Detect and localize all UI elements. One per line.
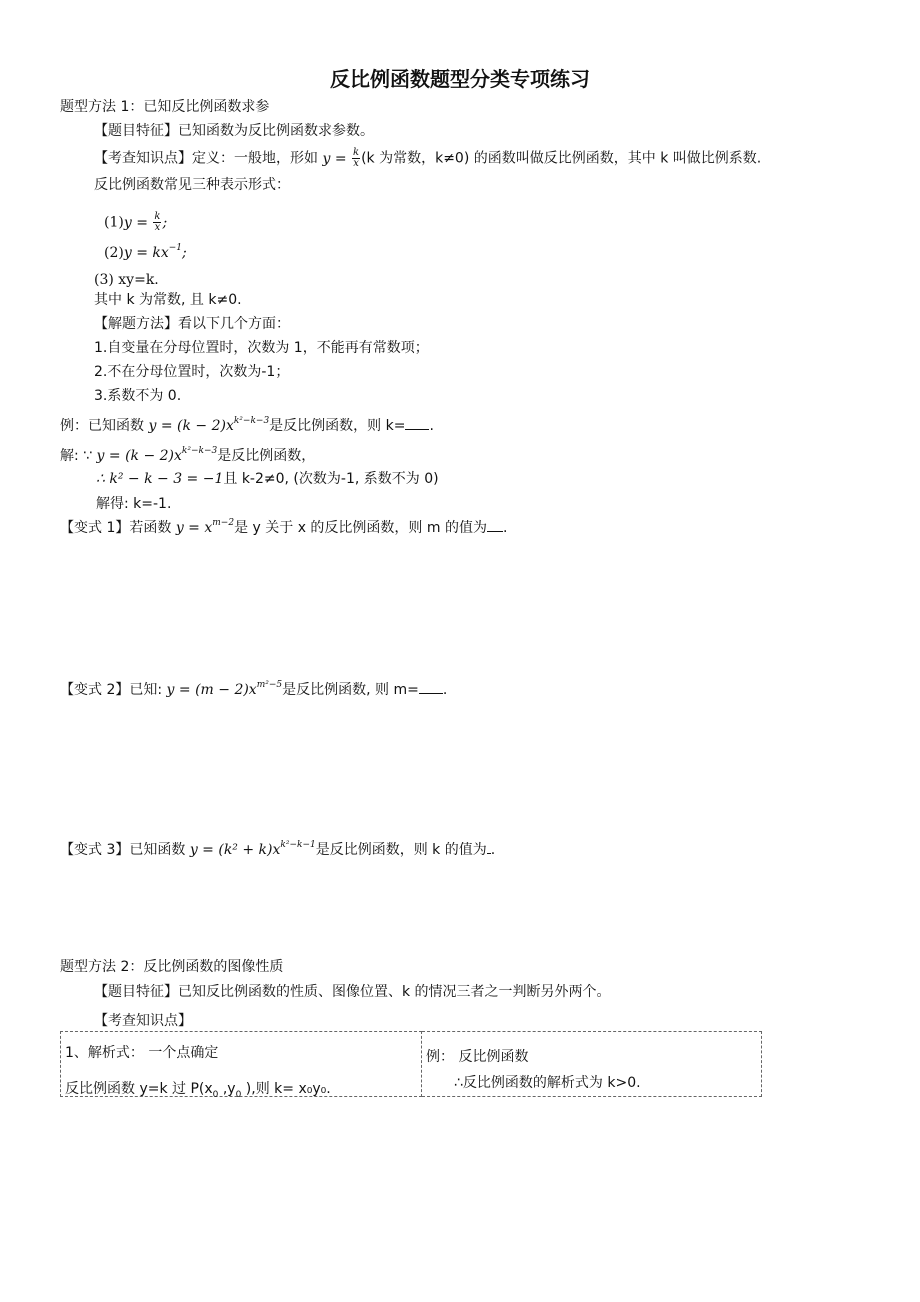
left-line-2-b: ,y [222, 1081, 236, 1097]
form-1-label: (1) [104, 214, 124, 231]
example: 例：已知函数 $y = (k - 2)x^{k^2-k-3}$是反比例函数，则 k= . [60, 416, 434, 434]
example-formula: $y = (k - 2)x^{k^2-k-3}$ [148, 416, 270, 434]
form-3: (3) xy=k. [94, 272, 159, 288]
variant-3-prefix: 【变式 3】已知函数 [60, 842, 186, 858]
solution-line-2-suffix: 且 k-2≠0, (次数为-1, 系数不为 0) [223, 471, 439, 487]
variant-2: 【变式 2】已知: $y = (m - 2)x^{m^2-5}$是反比例函数, 则 m= . [60, 680, 448, 698]
variant-2-suffix: 是反比例函数, 则 m= [282, 682, 419, 698]
right-line-2: ∴反比例函数的解析式为 k>0. [454, 1075, 641, 1091]
solution-prefix: 解: ∵ [60, 448, 93, 464]
method1-knowledge [94, 148, 761, 169]
form-1-formula: y = $\frac{k}{x}$ ; [123, 211, 168, 233]
answer-blank [487, 841, 491, 854]
variant-2-formula: $y = (m - 2)x^{m^2-5}$ [166, 680, 283, 698]
form-2-label: (2) [104, 245, 124, 261]
method2-heading: 题型方法 2：反比例函数的图像性质 [60, 959, 284, 975]
answer-blank [487, 519, 503, 532]
formula-definition: y = $\frac{k}{x}$ [322, 147, 360, 169]
example-suffix: 是反比例函数，则 k= [269, 418, 406, 434]
knowledge-prefix: 【考查知识点】定义：一般地，形如 [94, 150, 318, 167]
variant-1-suffix: 是 y 关于 x 的反比例函数，则 m 的值为 [234, 520, 487, 536]
page-title: 反比例函数题型分类专项练习 [330, 67, 590, 91]
solve-heading: 【解题方法】看以下几个方面： [94, 316, 290, 332]
solution-line-1 [60, 447, 315, 465]
left-line-1: 1、解析式： 一个点确定 [65, 1045, 219, 1061]
variant-1: 【变式 1】若函数 $y = x^{m-2}$是 y 关于 x 的反比例函数，则 m 的值为 . [60, 518, 508, 536]
solution-result: 解得: k=-1. [96, 496, 172, 512]
method2-knowledge: 【考查知识点】 [94, 1013, 192, 1029]
form-2 [104, 244, 187, 262]
method1-feature: 【题目特征】已知函数为反比例函数求参数。 [94, 123, 374, 139]
where-note: 其中 k 为常数, 且 k≠0. [94, 292, 242, 308]
answer-blank [419, 681, 443, 694]
solution-line-1-suffix: 是反比例函数， [217, 448, 316, 464]
solution-equation: ∴ k² − k − 3 = −1 [96, 471, 224, 487]
right-line-1: 例： 反比例函数 [426, 1049, 529, 1065]
table-row [61, 1032, 762, 1097]
left-line-2-a: 反比例函数 y=k 过 P(x [65, 1081, 213, 1097]
form-1 [104, 212, 167, 233]
variant-2-prefix: 【变式 2】已知: [60, 682, 163, 698]
left-line-2-c: ),则 k= x₀y₀. [245, 1081, 331, 1097]
variant-3-formula: $y = (k^2 + k)x^{k^2-k-1}$ [189, 840, 316, 858]
step-2: 2.不在分母位置时，次数为-1； [94, 364, 290, 380]
solution-formula: $y = (k - 2)x^{k^2-k-3}$ [96, 446, 218, 464]
example-prefix: 例：已知函数 [60, 418, 144, 434]
table-cell-right [422, 1032, 762, 1097]
method1-heading: 题型方法 1：已知反比例函数求参 [60, 99, 270, 115]
step-3: 3.系数不为 0. [94, 388, 182, 404]
variant-3: 【变式 3】已知函数 $y = (k^2 + k)x^{k^2-k-1}$是反比例函数，则 k 的值为 . [60, 840, 496, 858]
solution-line-2 [96, 470, 439, 488]
answer-blank [405, 417, 429, 430]
knowledge-suffix: (k 为常数，k≠0) 的函数叫做反比例函数，其中 k 叫做比例系数. [361, 150, 762, 167]
forms-intro: 反比例函数常见三种表示形式： [94, 177, 290, 193]
variant-1-prefix: 【变式 1】若函数 [60, 520, 172, 536]
table-cell-left [61, 1032, 422, 1100]
variant-3-suffix: 是反比例函数，则 k 的值为 [315, 842, 487, 858]
form-2-formula: $y = kx^{-1}$; [123, 243, 187, 261]
left-line-2: 反比例函数 y=k 过 $P(x_0$ $,y_0$ ),则 k= x₀y₀. [65, 1081, 331, 1100]
step-1: 1.自变量在分母位置时，次数为 1，不能再有常数项； [94, 340, 429, 356]
variant-1-formula: $y = x^{m-2}$ [175, 518, 235, 536]
method2-feature: 【题目特征】已知反比例函数的性质、图像位置、k 的情况三者之一判断另外两个。 [94, 984, 611, 1000]
knowledge-table [60, 1031, 762, 1100]
